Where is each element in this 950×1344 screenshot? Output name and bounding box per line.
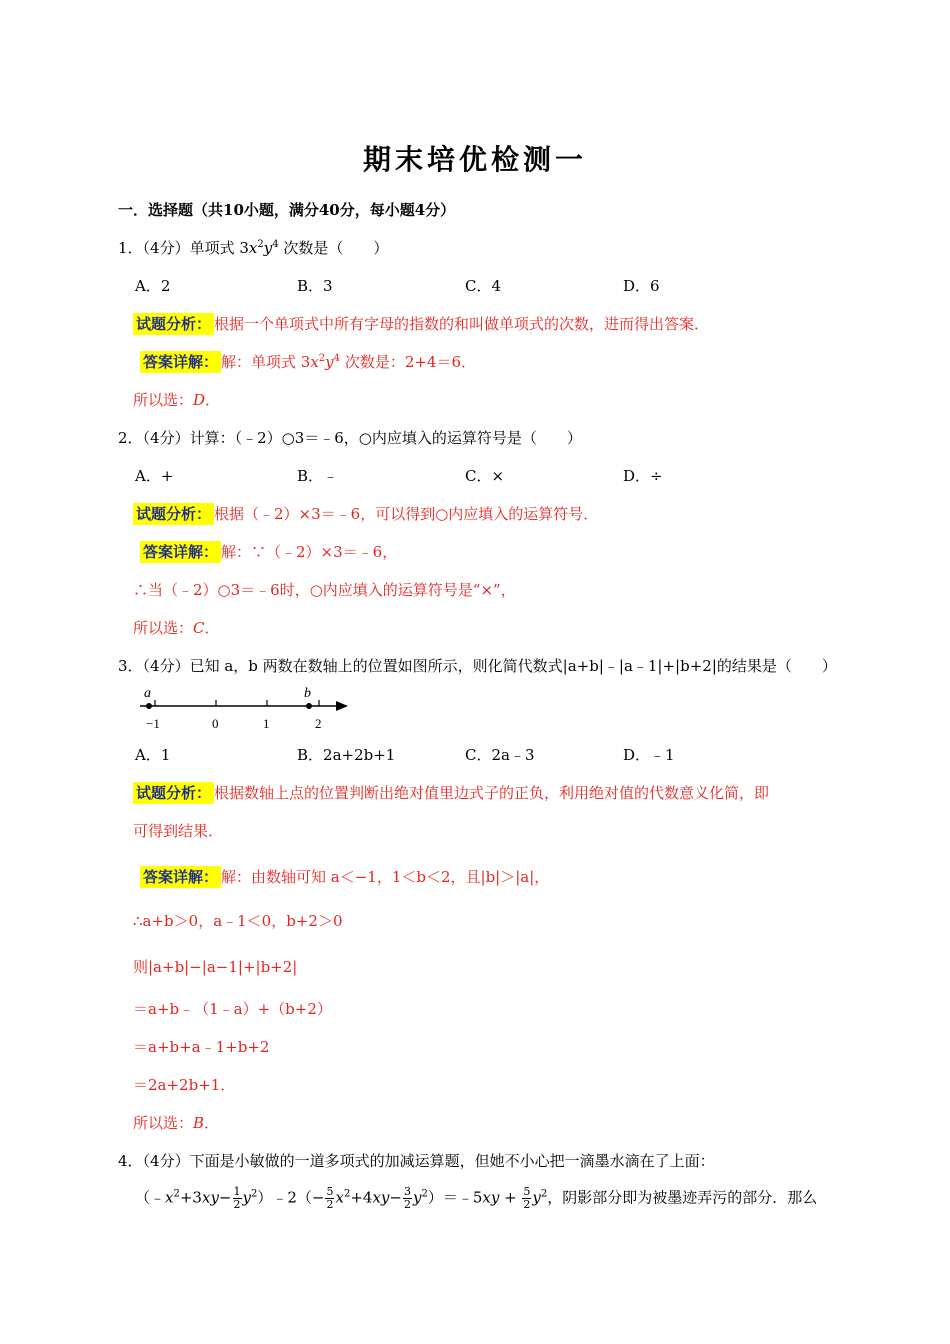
point-a <box>146 703 152 709</box>
answer-label: 答案详解： <box>140 541 221 563</box>
q2-choice: 所以选：C． <box>133 619 220 637</box>
q2-option-c: C．× <box>465 467 505 485</box>
q2-answer: 答案详解： 解：∵（﹣2）×3＝﹣6， <box>140 541 397 562</box>
q3-option-a: A．1 <box>135 746 171 764</box>
q3-step-3: ＝a+b﹣（1﹣a）+（b+2） <box>133 1000 332 1018</box>
number-line-figure <box>138 686 350 734</box>
page-title: 期末培优检测一 <box>362 143 587 176</box>
label-a: a <box>144 686 151 701</box>
q3-answer: 答案详解： 解：由数轴可知 a＜−1，1＜b＜2，且|b|＞|a|， <box>140 866 549 887</box>
q3-step-5: ＝2a+2b+1． <box>133 1076 236 1094</box>
q3-step-2: 则|a+b|−|a−1|+|b+2| <box>133 958 298 976</box>
q3-analysis-cont: 可得到结果． <box>133 822 224 840</box>
analysis-label: 试题分析： <box>133 313 214 335</box>
question-4-stem: 4．（4分）下面是小敏做的一道多项式的加减运算题，但她不小心把一滴墨水滴在了上面： <box>118 1152 715 1170</box>
question-1-stem: 1．（4分）单项式 $3x^2y^4$ 次数是（ ） <box>118 239 389 257</box>
question-2-stem: 2．（4分）计算：（﹣2）○3＝﹣6，○内应填入的运算符号是（ ） <box>118 429 582 447</box>
q3-option-c: C．2a﹣3 <box>465 746 535 764</box>
q1-option-d: D．6 <box>623 277 660 295</box>
q1-analysis: 试题分析： 根据一个单项式中所有字母的指数的和叫做单项式的次数，进而得出答案． <box>133 313 709 334</box>
q1-option-c: C．4 <box>465 277 502 295</box>
tick-label-0: 0 <box>212 716 219 731</box>
q2-option-d: D．÷ <box>623 467 663 485</box>
analysis-label: 试题分析： <box>133 503 214 525</box>
tick-label-2: 2 <box>315 716 322 731</box>
q3-step-4: ＝a+b+a﹣1+b+2 <box>133 1038 270 1056</box>
q1-option-a: A．2 <box>135 277 171 295</box>
q1-answer: 答案详解： 解：单项式 $3x^2y^4$ 次数是：2+4＝6． <box>140 351 476 372</box>
q3-choice: 所以选：B． <box>133 1114 220 1132</box>
q1-choice: 所以选：D． <box>133 391 221 409</box>
q2-reasoning: ∴当（﹣2）○3＝﹣6时，○内应填入的运算符号是“×”， <box>133 581 516 599</box>
section-heading: 一．选择题（共10小题，满分40分，每小题4分） <box>118 201 456 219</box>
tick-label-1: 1 <box>263 716 270 731</box>
number-line-arrow <box>336 701 348 711</box>
point-b <box>306 703 312 709</box>
answer-label: 答案详解： <box>140 866 221 888</box>
answer-label: 答案详解： <box>140 351 221 373</box>
question-3-stem: 3．（4分）已知 a，b 两数在数轴上的位置如图所示，则化简代数式|a+b|﹣|a﹣1|+|b+2|的结果是（ ） <box>118 657 837 675</box>
q3-option-b: B．2a+2b+1 <box>297 746 396 764</box>
analysis-label: 试题分析： <box>133 782 214 804</box>
q2-option-b: B．﹣ <box>297 467 339 485</box>
q1-option-b: B．3 <box>297 277 333 295</box>
label-b: b <box>304 686 311 701</box>
q3-option-d: D．﹣1 <box>623 746 675 764</box>
q3-step-1: ∴a+b＞0，a﹣1＜0，b+2＞0 <box>133 912 343 930</box>
q2-option-a: A．+ <box>135 467 174 485</box>
q2-analysis: 试题分析： 根据（﹣2）×3＝﹣6，可以得到○内应填入的运算符号． <box>133 503 598 524</box>
tick-label-neg1: −1 <box>146 716 160 731</box>
q4-expression: （$﹣x^2+3xy-$ $\frac{1}{2}$ $y^2)﹣2(-$ $\frac{5}{2}$ $x^2+4xy-$ $\frac{3}{2}$ $y^2)=﹣5xy$ + $\frac{5}{2}$ $y^2$，阴影部分即为被墨迹弄污的部分．那么 <box>135 1185 818 1211</box>
q3-analysis: 试题分析： 根据数轴上点的位置判断出绝对值里边式子的正负，利用绝对值的代数意义化简，即 <box>133 782 769 803</box>
